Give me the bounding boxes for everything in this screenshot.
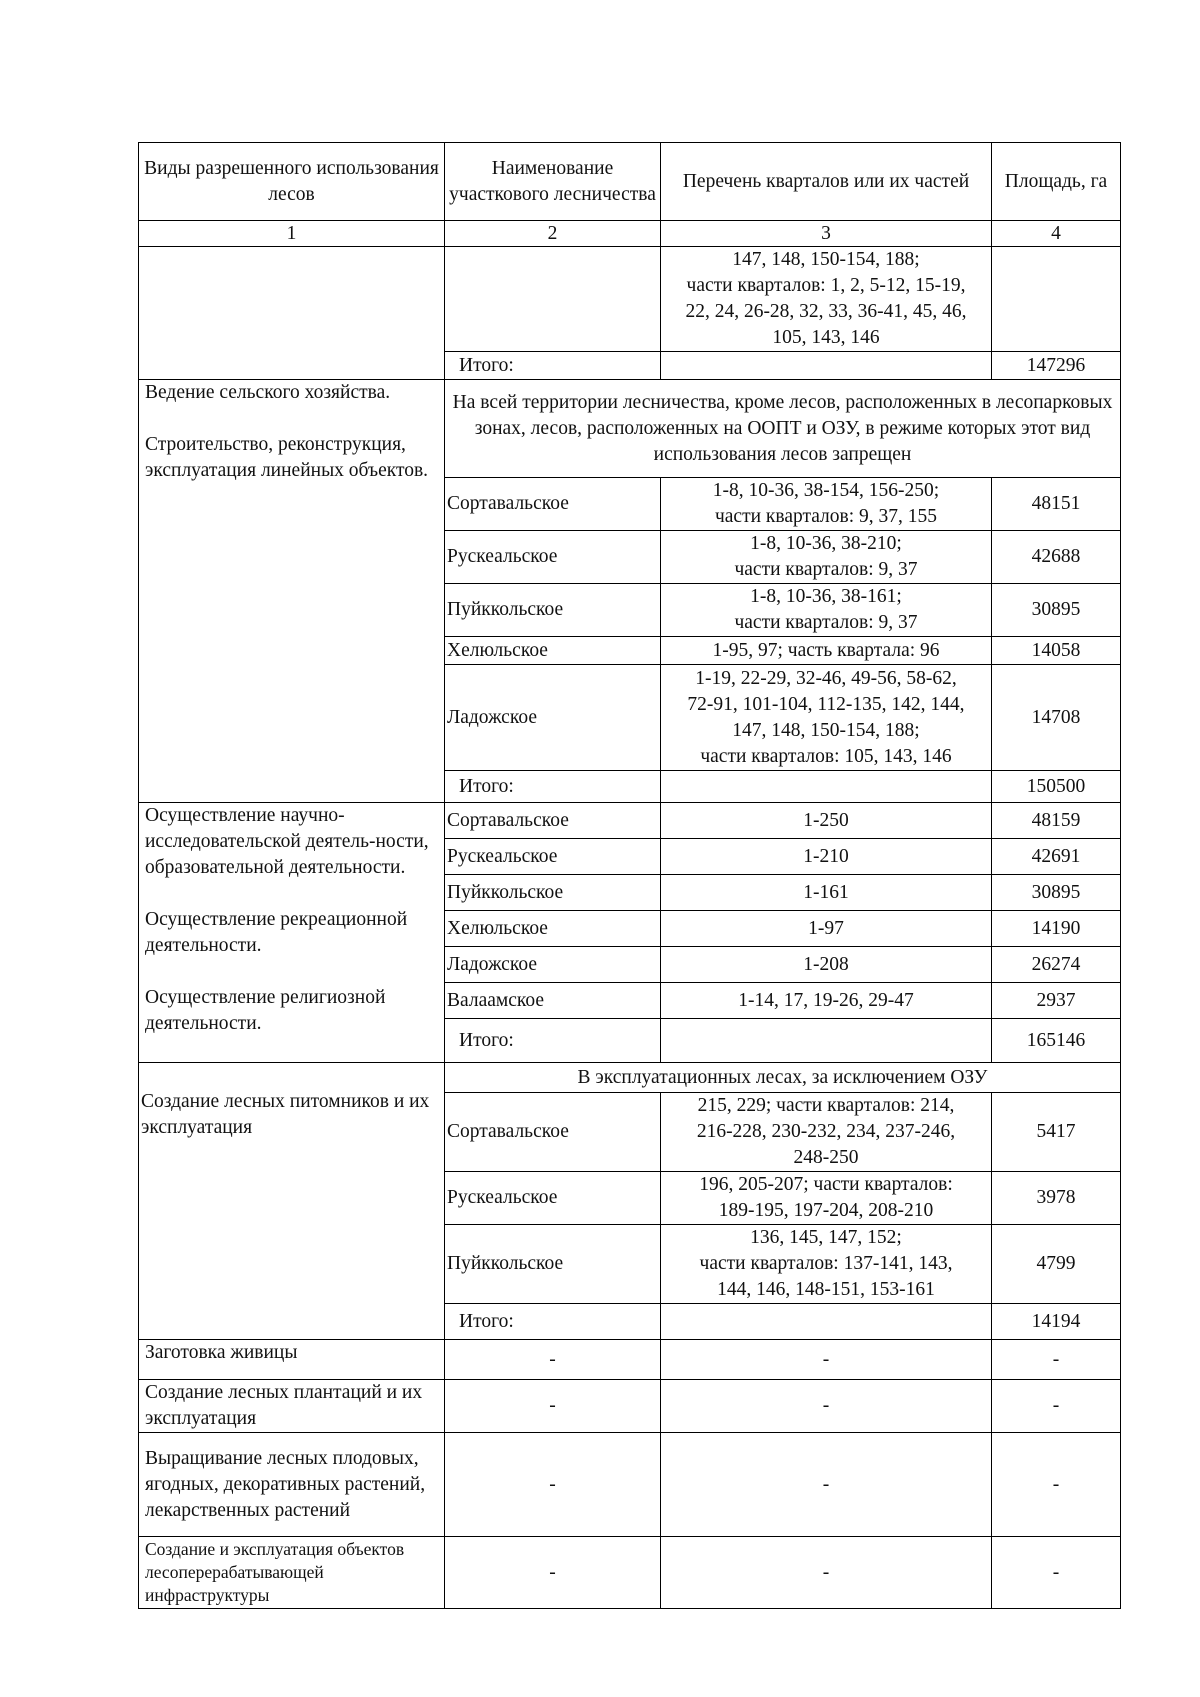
quarters-line: части кварталов: 9, 37, 155 [714,506,938,527]
use-cell-science [139,803,445,1063]
forestry-name: Ладожское [445,947,661,983]
area-value: 42691 [992,839,1121,875]
quarters-cell: 1-250 [661,803,992,839]
area-value: 4799 [992,1225,1121,1304]
quarters-cell [661,665,992,771]
quarters-cell [661,478,992,531]
area-dash: - [992,1340,1121,1380]
quarters-dash: - [661,1380,992,1433]
header-col-forestry: Наименование участкового лесничества [445,143,661,221]
area-value: 2937 [992,983,1121,1019]
column-number-2: 2 [445,221,661,247]
quarters-cell [661,1225,992,1304]
itogo-label: Итого: [445,1019,661,1063]
itogo-area: 165146 [992,1019,1121,1063]
itogo-label: Итого: [445,1304,661,1340]
quarters-line: 189-195, 197-204, 208-210 [718,1200,934,1221]
table-row [139,1063,1121,1093]
forestry-name: Валаамское [445,983,661,1019]
area-value: 30895 [992,584,1121,637]
quarters-line: 248-250 [793,1147,859,1168]
area-dash: - [992,1380,1121,1433]
table-row [139,1537,1121,1609]
forestry-dash: - [445,1433,661,1537]
itogo-quarters-empty [661,352,992,380]
area-value: 30895 [992,875,1121,911]
column-number-1: 1 [139,221,445,247]
quarters-line: 22, 24, 26-28, 32, 33, 36-41, 45, 46, [685,301,967,322]
quarters-cell: 1-210 [661,839,992,875]
quarters-cell: 1-97 [661,911,992,947]
area-value: 48151 [992,478,1121,531]
quarters-line: 144, 146, 148-151, 153-161 [717,1279,935,1300]
forestry-dash: - [445,1340,661,1380]
forestry-name: Рускеальское [445,839,661,875]
quarters-line: 216-228, 230-232, 234, 237-246, [696,1121,956,1142]
forestry-name: Сортавальское [445,478,661,531]
table-row [139,380,1121,478]
quarters-line: 147, 148, 150-154, 188; [732,249,920,270]
area-value: 48159 [992,803,1121,839]
quarters-line: 105, 143, 146 [772,327,880,348]
quarters-line: части кварталов: 105, 143, 146 [700,745,952,767]
quarters-cell [661,1172,992,1225]
table-row [139,1433,1121,1537]
forestry-name: Рускеальское [445,531,661,584]
itogo-area: 14194 [992,1304,1121,1340]
quarters-line: 136, 145, 147, 152; [750,1227,902,1248]
table-row [139,803,1121,839]
area-value: 42688 [992,531,1121,584]
use-cell: Создание и эксплуатация объектов лесоперерабатывающей инфраструктуры [139,1537,445,1609]
column-number-4: 4 [992,221,1121,247]
forestry-name: Рускеальское [445,1172,661,1225]
forestry-name: Пуйккольское [445,875,661,911]
forestry-name: Хелюльское [445,911,661,947]
quarters-cell [661,247,992,352]
table-row [139,1340,1121,1380]
quarters-line: части кварталов: 137-141, 143, [699,1253,953,1274]
quarters-cell: 1-14, 17, 19-26, 29-47 [661,983,992,1019]
table-row [139,1380,1121,1433]
quarters-dash: - [661,1537,992,1609]
use-paragraph: Осуществление религиозной деятельности. [145,987,386,1034]
area-dash: - [992,1537,1121,1609]
use-paragraph: Осуществление рекреационной деятельности. [145,909,408,956]
forestry-name: Хелюльское [445,637,661,665]
quarters-cell: 1-161 [661,875,992,911]
quarters-cell: 1-208 [661,947,992,983]
use-cell: Выращивание лесных плодовых, ягодных, декоративных растений, лекарственных растений [139,1433,445,1537]
header-col-area: Площадь, га [992,143,1121,221]
quarters-cell [661,531,992,584]
area-cell-empty [992,247,1121,352]
forestry-cell-empty [445,247,661,352]
forestry-name: Сортавальское [445,803,661,839]
area-value: 14190 [992,911,1121,947]
area-value: 3978 [992,1172,1121,1225]
quarters-dash: - [661,1340,992,1380]
use-cell: Создание лесных плантаций и их эксплуатация [139,1380,445,1433]
table-row [139,247,1121,352]
quarters-line: 1-8, 10-36, 38-154, 156-250; [712,480,940,501]
quarters-line: части кварталов: 1, 2, 5-12, 15-19, [686,275,966,296]
quarters-line: части кварталов: 9, 37 [734,612,918,633]
use-paragraph: Строительство, реконструкция, эксплуатация линейных объектов. [145,434,429,481]
quarters-line: 196, 205-207; части кварталов: [699,1174,953,1195]
column-number-row [139,221,1121,247]
area-value: 5417 [992,1093,1121,1172]
use-cell: Заготовка живицы [139,1340,445,1380]
itogo-quarters-empty [661,1019,992,1063]
itogo-area: 150500 [992,771,1121,803]
area-value: 14708 [992,665,1121,771]
quarters-line: 215, 229; части кварталов: 214, [697,1095,955,1116]
territory-note: На всей территории лесничества, кроме лесов, расположенных в лесопарковых зонах, лесов, расположенных на ООПТ и ОЗУ, в режиме которых этот вид использования лесов запрещен [445,380,1121,478]
forest-use-table [138,142,1121,1609]
itogo-quarters-empty [661,1304,992,1340]
area-dash: - [992,1433,1121,1537]
quarters-cell [661,584,992,637]
quarters-cell: 1-95, 97; часть квартала: 96 [661,637,992,665]
quarters-cell [661,1093,992,1172]
header-row [139,143,1121,221]
header-col-quarters: Перечень кварталов или их частей [661,143,992,221]
use-cell-empty [139,247,445,380]
forestry-name: Сортавальское [445,1093,661,1172]
itogo-label: Итого: [445,352,661,380]
quarters-line: 72-91, 101-104, 112-135, 142, 144, [687,693,965,715]
territory-note: В эксплуатационных лесах, за исключением ОЗУ [445,1063,1121,1093]
quarters-line: 1-8, 10-36, 38-210; [750,533,902,554]
use-paragraph: Осуществление научно-исследовательской деятель-ности, образовательной деятельности. [145,805,429,878]
column-number-3: 3 [661,221,992,247]
forestry-name: Пуйккольское [445,584,661,637]
quarters-dash: - [661,1433,992,1537]
quarters-line: части кварталов: 9, 37 [734,559,918,580]
forestry-dash: - [445,1380,661,1433]
itogo-label: Итого: [445,771,661,803]
itogo-area: 147296 [992,352,1121,380]
use-cell-agriculture [139,380,445,803]
forestry-name: Пуйккольское [445,1225,661,1304]
area-value: 14058 [992,637,1121,665]
header-col-use: Виды разрешенного использования лесов [139,143,445,221]
forestry-dash: - [445,1537,661,1609]
quarters-line: 147, 148, 150-154, 188; [732,719,920,741]
forestry-name: Ладожское [445,665,661,771]
area-value: 26274 [992,947,1121,983]
itogo-quarters-empty [661,771,992,803]
quarters-line: 1-8, 10-36, 38-161; [750,586,902,607]
quarters-line: 1-19, 22-29, 32-46, 49-56, 58-62, [695,667,957,689]
use-paragraph: Ведение сельского хозяйства. [145,382,391,403]
use-cell-nursery: Создание лесных питомников и их эксплуатация [139,1063,445,1340]
